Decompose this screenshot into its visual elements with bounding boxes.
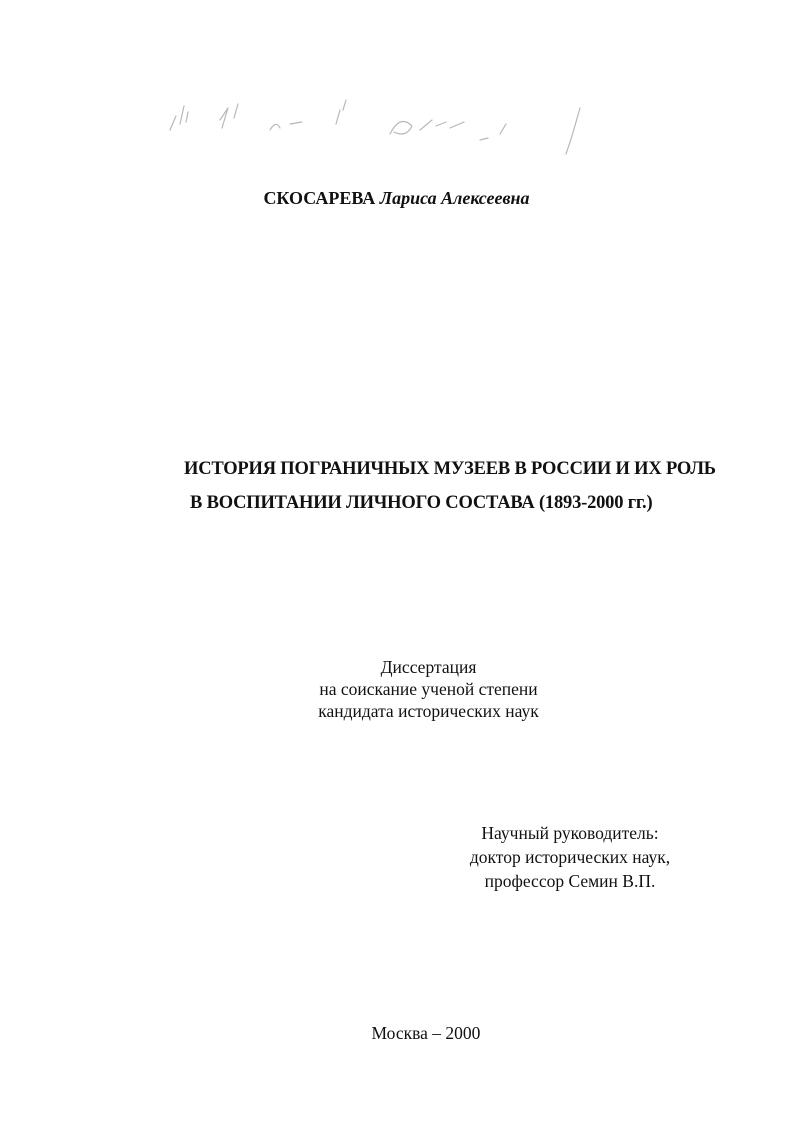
supervisor-line-2: доктор исторических наук, [469,847,671,867]
place-and-year: Москва – 2000 [371,1023,481,1043]
degree-line-1: Диссертация [380,657,477,677]
author-given-names: Лариса Алексеевна [379,188,530,208]
supervisor-line-3: профессор Семин В.П. [484,871,656,891]
author-surname: СКОСАРЕВА [263,188,376,208]
degree-line-2: на соискание ученой степени [319,679,538,699]
title-line-2: В ВОСПИТАНИИ ЛИЧНОГО СОСТАВА (1893-2000 гг.) [190,493,653,513]
dissertation-title [150,452,780,520]
faint-library-stamp [150,90,610,170]
title-line-1: ИСТОРИЯ ПОГРАНИЧНЫХ МУЗЕЕВ В РОССИИ И ИХ РОЛЬ [184,459,716,479]
author-name [0,188,793,209]
supervisor-line-1: Научный руководитель: [481,823,659,843]
degree-line-3: кандидата исторических наук [318,701,539,721]
degree-statement [0,656,793,722]
scientific-supervisor [400,821,740,893]
